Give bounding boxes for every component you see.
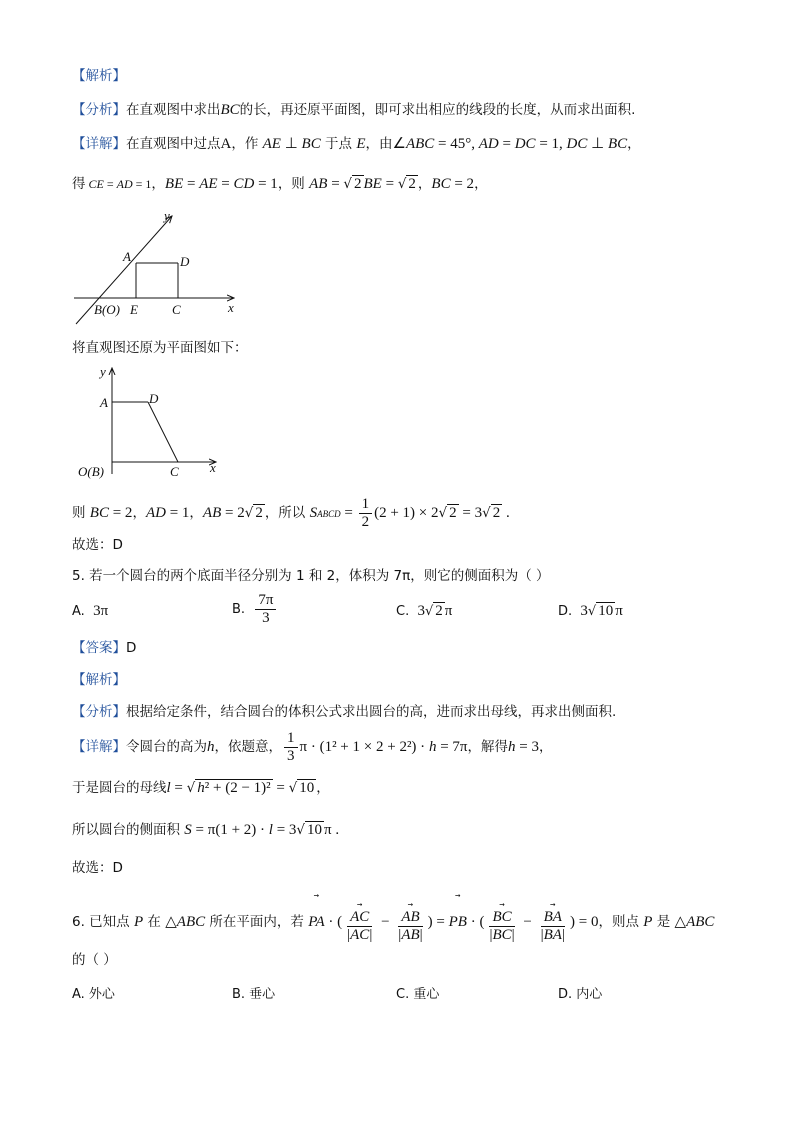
- label-a: A: [123, 249, 131, 264]
- label-x: x: [228, 300, 234, 315]
- plane-figure: [74, 362, 230, 482]
- q5-line2: 于是圆台的母线l = √ h² + (2 − 1)² = √ 10 ，: [72, 780, 330, 796]
- q5-xiangjie: 【详解】令圆台的高为h，依题意， $\frac{1}{3}$ π · (1² + 1 × 2 + 2²) · h = 7π，解得h = 3，: [72, 730, 553, 764]
- jiexi-heading: 【解析】: [72, 68, 126, 84]
- q5-option-d: D. 3√ 10 π: [558, 603, 623, 619]
- q6-option-b: B. 垂心: [232, 987, 276, 1002]
- xiangjie-tag: 【详解】: [72, 136, 126, 152]
- label-bo: B(O): [94, 302, 120, 317]
- q5-option-b: B. $\frac{7\pi}{3}$: [232, 592, 278, 627]
- q6-option-c: C. 重心: [396, 987, 440, 1002]
- y-axis: [76, 216, 172, 324]
- line3: 得 CE = AD = 1，BE = AE = CD = 1，则 AB = √ 2 BE = √ 2 ，BC = 2，: [72, 176, 488, 192]
- oblique-figure: [66, 206, 246, 330]
- q5-fenxi: 【分析】根据给定条件，结合圆台的体积公式求出圆台的高，进而求出母线，再求出侧面积.: [72, 704, 617, 720]
- q6-option-d: D. 内心: [558, 987, 603, 1002]
- q5-stem: 5. 若一个圆台的两个底面半径分别为 1 和 2，体积为 7π，则它的侧面积为（ ）: [72, 568, 550, 584]
- choice-5: 故选：D: [72, 860, 123, 876]
- label-e: E: [130, 302, 138, 317]
- q5-jiexi-heading: 【解析】: [72, 672, 126, 688]
- xiangjie-line: 【详解】在直观图中过点A，作 AE ⊥ BC 于点 E，由∠ABC = 45°, AD = DC = 1, DC ⊥ BC，: [72, 136, 641, 152]
- q5-option-c: C. 3√ 2 π: [396, 603, 453, 619]
- q5-answer: 【答案】D: [72, 640, 137, 656]
- label-ob: O(B): [78, 464, 104, 479]
- label-d: D: [180, 254, 190, 269]
- fenxi-tag: 【分析】: [72, 102, 126, 118]
- q5-line3: 所以圆台的侧面积 S = π(1 + 2) · l = 3√ 10 π .: [72, 822, 340, 838]
- label-y: y: [164, 208, 170, 223]
- label-c: C: [170, 464, 179, 479]
- label-d: D: [149, 391, 159, 406]
- q6-option-a: A. 外心: [72, 987, 115, 1002]
- result-line: 则 BC = 2，AD = 1，AB = 2√ 2 ，所以 SABCD = $\frac{1}{2}$ (2 + 1) × 2√ 2 = 3√ 2 .: [72, 496, 510, 530]
- choice-4: 故选：D: [72, 537, 123, 553]
- label-y: y: [100, 364, 106, 379]
- segment-dc: [148, 402, 178, 462]
- restore-text: 将直观图还原为平面图如下：: [72, 340, 248, 356]
- label-x: x: [210, 460, 216, 475]
- label-a: A: [100, 395, 108, 410]
- q6-stem: 6. 已知点 P 在 △ABC 所在平面内，若 → PA · ( → AC |AC| − → AB |AB| ) = → PB · ( → BC |BC| − → BA |BA| ) = 0，则点 P 是 △ABC: [72, 891, 715, 943]
- q5-option-a: A. 3π: [72, 603, 109, 619]
- q6-stem2: 的（ ）: [72, 952, 117, 968]
- fenxi-line: 【分析】在直观图中求出BC的长，再还原平面图，即可求出相应的线段的长度，从而求出面积.: [72, 102, 636, 118]
- label-c: C: [172, 302, 181, 317]
